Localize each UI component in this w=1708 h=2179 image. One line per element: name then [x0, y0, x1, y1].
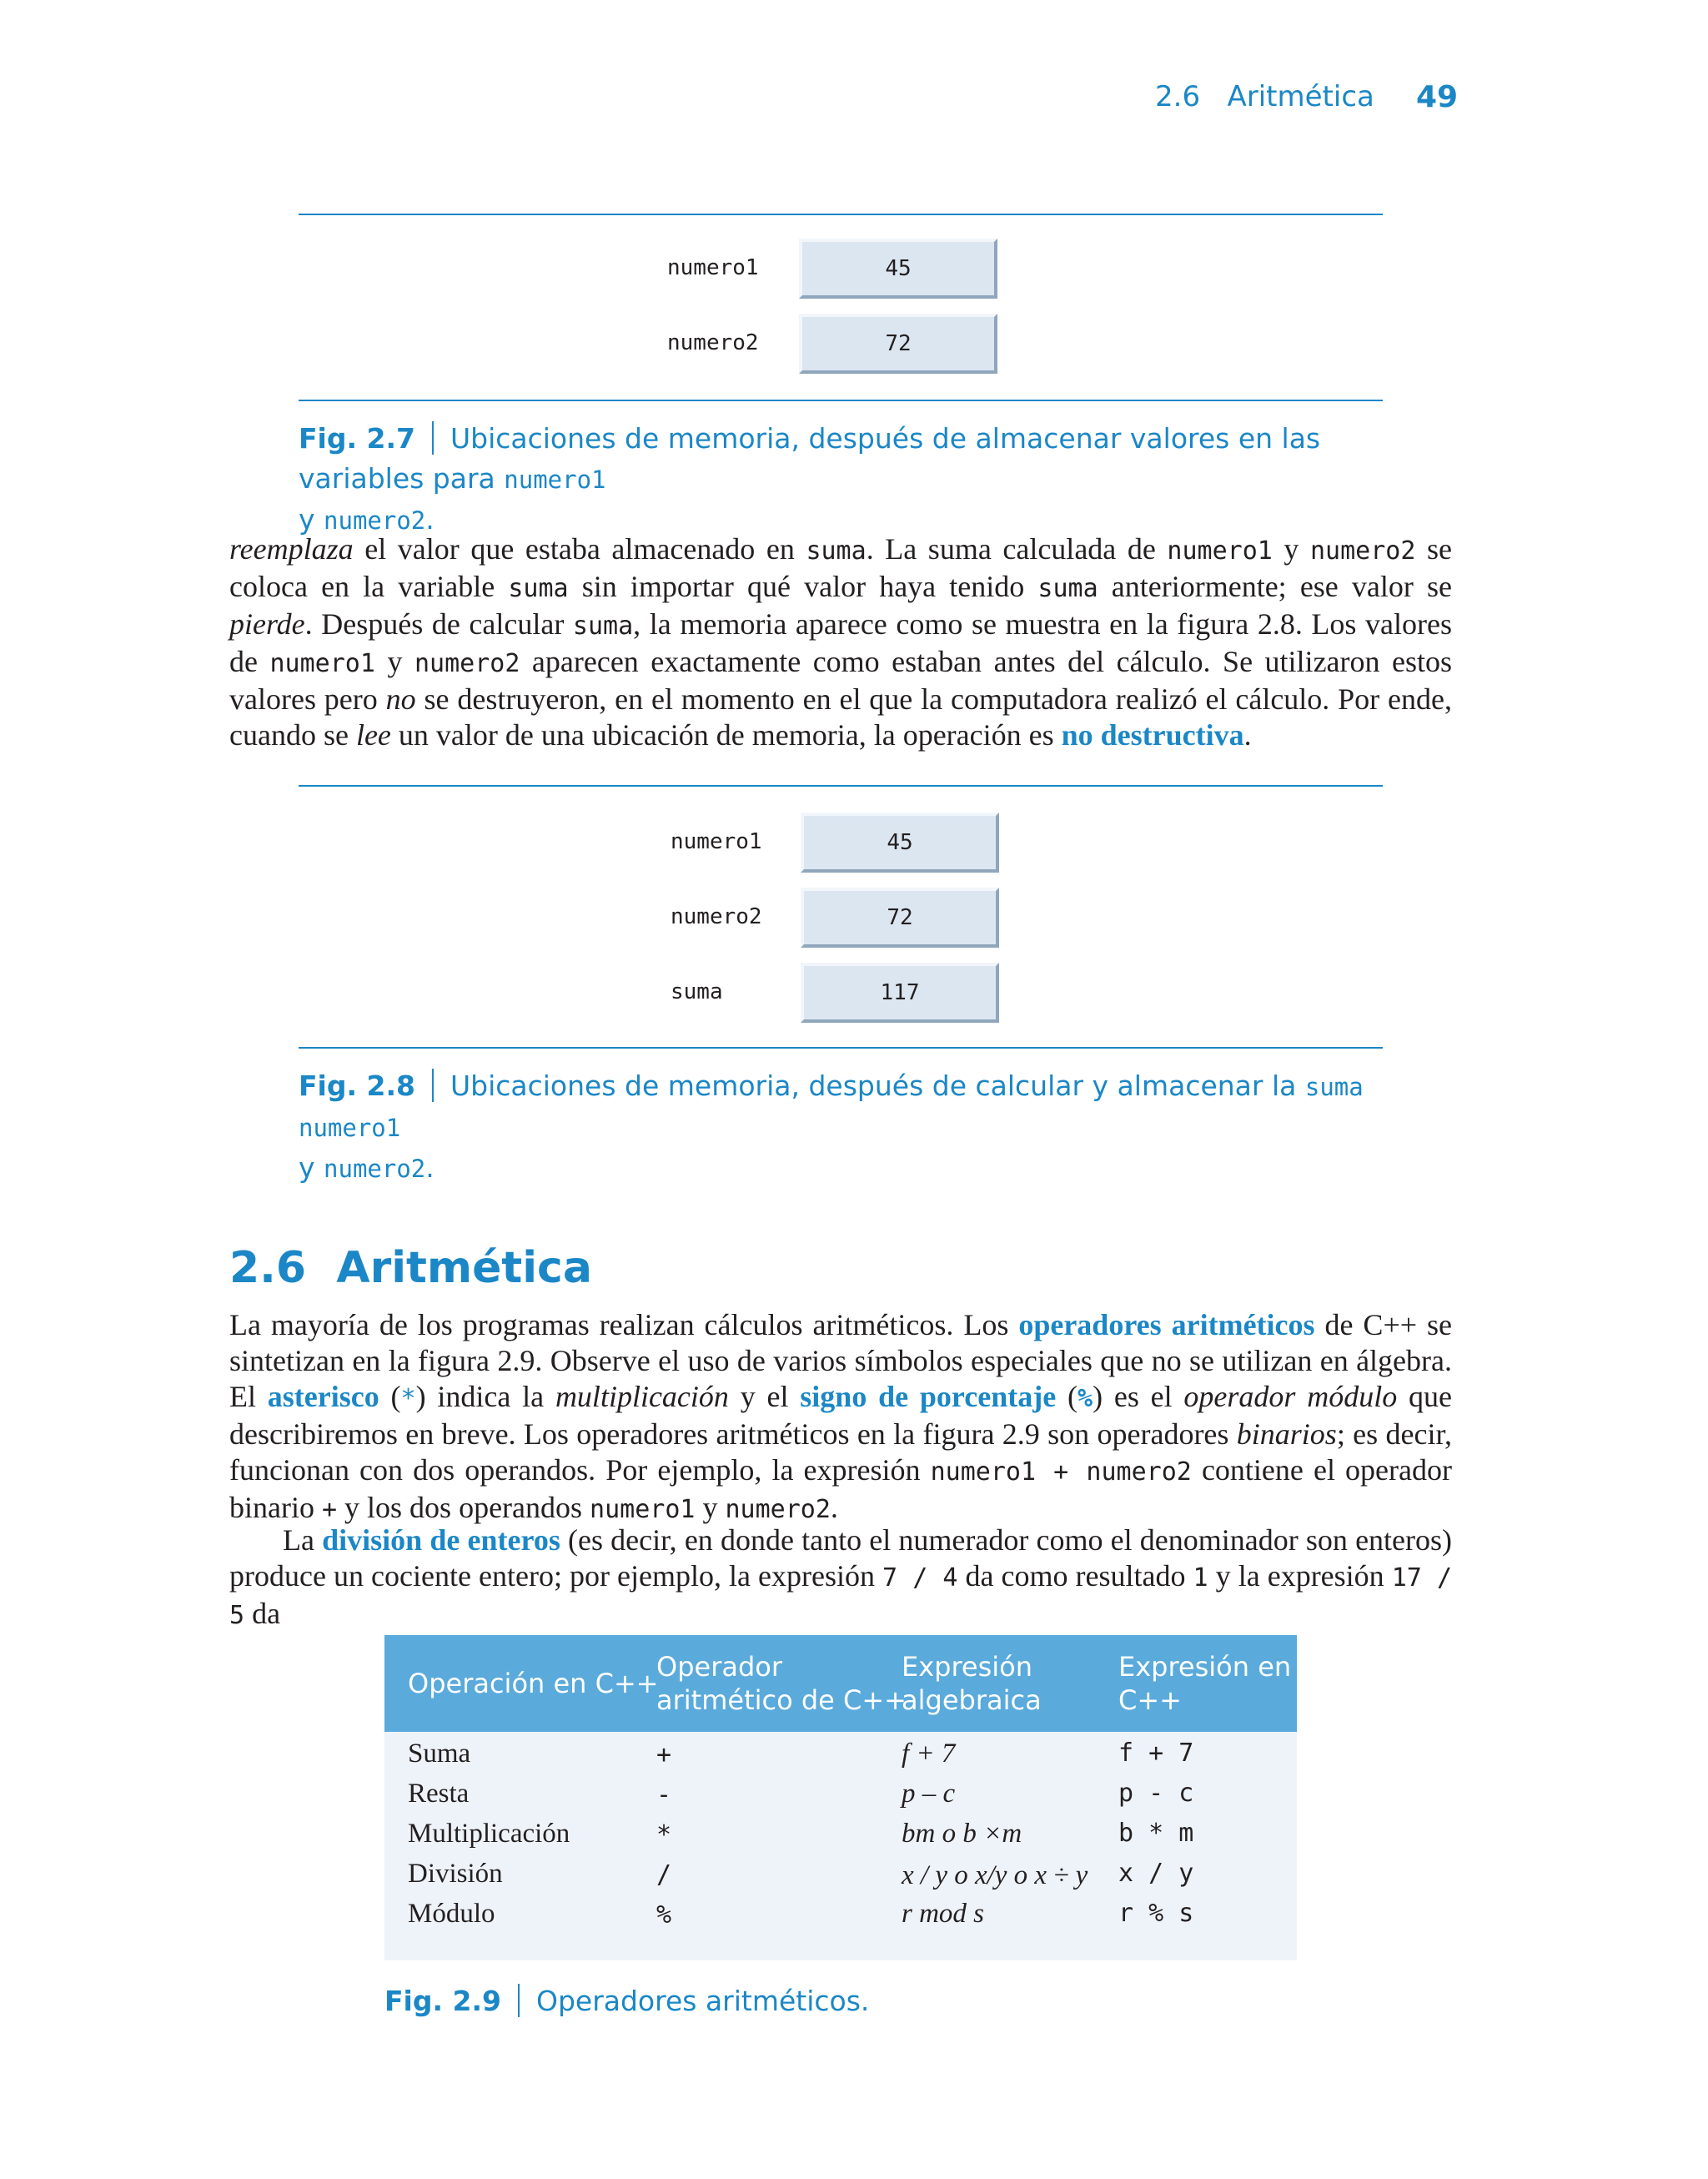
- text-span: multiplicación: [555, 1380, 729, 1413]
- code-span: 7 / 4: [882, 1563, 958, 1593]
- cell-operation: Resta: [408, 1779, 470, 1809]
- header-expresion-cpp: [1118, 1650, 1291, 1717]
- code-span: *: [400, 1384, 416, 1413]
- header-text: aritmético de C++: [656, 1684, 907, 1716]
- cell-operator: -: [656, 1780, 672, 1809]
- memory-box-suma: 117: [801, 963, 999, 1023]
- cell-operation: Módulo: [408, 1899, 495, 1929]
- header-text: Operador: [656, 1651, 782, 1683]
- text-span: y los dos operandos: [337, 1491, 590, 1524]
- header-text: algebraica: [902, 1684, 1042, 1716]
- header-operacion: [408, 1667, 659, 1700]
- text-span: que describiremos en breve. Los operadores aritméticos en la figura 2.9 son operadores: [229, 1380, 1452, 1451]
- text-span: operador módulo: [1183, 1380, 1398, 1413]
- key-term-operadores: operadores aritméticos: [1018, 1308, 1315, 1341]
- figure-2-8-bottom-rule: [299, 1047, 1383, 1049]
- text-span: da: [244, 1597, 281, 1630]
- text-span: (: [379, 1380, 401, 1413]
- text-span: (es decir, en donde tanto el numerador como el denominador son enteros) produce un cociente entero; por ejemplo, la expresión: [229, 1523, 1453, 1593]
- cell-operator: *: [656, 1820, 672, 1849]
- text-span: sin importar qué valor haya tenido: [568, 570, 1038, 603]
- figure-2-9-caption-text: Operadores aritméticos.: [535, 1985, 870, 2017]
- text-span: . Después de calcular: [304, 607, 573, 641]
- figure-2-8-top-rule: [299, 785, 1383, 787]
- code-span: numero2: [1310, 536, 1416, 566]
- memory-box-numero1: 45: [799, 239, 997, 299]
- section-title: 2.6 Aritmética: [229, 1243, 592, 1293]
- figure-2-8-caption-end: .: [425, 1151, 435, 1184]
- figure-2-7-caption-end: .: [425, 503, 435, 536]
- figure-2-7-caption-y: y: [299, 503, 315, 536]
- cell-operation: Suma: [408, 1739, 471, 1769]
- text-span: da como resultado: [957, 1559, 1193, 1593]
- code-span: numero2: [414, 649, 520, 678]
- text-span: .: [830, 1491, 838, 1524]
- text-span: contiene el operador binario: [229, 1453, 1452, 1524]
- figure-2-8-caption-code1: suma numero1: [299, 1073, 1364, 1142]
- figure-2-7-top-rule: [299, 214, 1383, 215]
- figure-2-7-caption-code1: numero1: [504, 465, 606, 494]
- text-span: un valor de una ubicación de memoria, la operación es: [390, 718, 1062, 752]
- code-span: 17 / 5: [229, 1563, 1453, 1630]
- text-span: ) es el: [1093, 1380, 1184, 1413]
- figure-2-8-caption-code2: numero2: [324, 1155, 426, 1183]
- key-term-division-enteros: división de enteros: [322, 1523, 560, 1557]
- text-span: ) indica la: [415, 1380, 555, 1413]
- page-number: 49: [1416, 80, 1459, 114]
- code-span: +: [321, 1495, 338, 1524]
- figure-2-7-caption: [299, 419, 1399, 541]
- figure-2-9-label: Fig. 2.9: [384, 1985, 501, 2017]
- cell-algebra: p – c: [902, 1779, 956, 1809]
- cell-operator: /: [656, 1860, 672, 1890]
- cell-algebra: f + 7: [902, 1739, 956, 1769]
- text-span: binarios: [1236, 1417, 1337, 1451]
- figure-2-7-label: Fig. 2.7: [299, 422, 415, 455]
- text-span: anteriormente; ese valor se: [1098, 570, 1453, 603]
- running-header-section: 2.6 Aritmética: [1155, 80, 1374, 113]
- caption-divider: [432, 1069, 434, 1102]
- figure-2-7-caption-code2: numero2: [324, 506, 426, 535]
- memory-label-numero1: numero1: [671, 829, 762, 854]
- cell-algebra: r mod s: [902, 1899, 985, 1929]
- header-text: Operación en C++: [408, 1668, 659, 1699]
- code-span: suma: [572, 611, 634, 641]
- text-span: reemplaza: [229, 532, 354, 566]
- cell-operation: División: [408, 1859, 503, 1889]
- text-span: , la memoria aparece como se muestra en la figura 2.8. Los valores de: [229, 607, 1452, 678]
- text-span: .: [1243, 718, 1252, 752]
- paragraph-integer-division: [229, 1522, 1452, 1633]
- code-span: numero1: [1167, 536, 1273, 566]
- code-span: numero2: [725, 1495, 831, 1524]
- paragraph-arithmetic: [229, 1307, 1452, 1527]
- code-span: 1: [1193, 1563, 1208, 1593]
- memory-label-numero2: numero2: [671, 904, 762, 929]
- memory-label-numero2: numero2: [667, 330, 759, 355]
- cell-cpp: b * m: [1118, 1819, 1194, 1848]
- text-span: y: [374, 645, 414, 678]
- cell-cpp: r % s: [1118, 1899, 1194, 1928]
- code-span: suma: [1037, 574, 1098, 603]
- text-span: de C++ se sintetizan en la figura 2.9. Observe el uso de varios símbolos especiales que no se utilizan en álgebra. El: [229, 1308, 1453, 1413]
- figure-2-8-caption: [299, 1066, 1399, 1189]
- cell-operator: +: [656, 1740, 672, 1769]
- text-span: aparecen exactamente como estaban antes del cálculo. Se utilizaron estos valores pero: [229, 645, 1453, 716]
- text-span: y el: [728, 1380, 801, 1413]
- code-span: suma: [806, 536, 867, 566]
- cell-cpp: x / y: [1118, 1859, 1194, 1888]
- text-span: La mayoría de los programas realizan cálculos aritméticos. Los: [229, 1308, 1019, 1341]
- figure-2-8-caption-text: Ubicaciones de memoria, después de calcular y almacenar la: [450, 1069, 1297, 1102]
- text-span: y: [695, 1491, 726, 1524]
- memory-box-numero2: 72: [799, 314, 997, 374]
- figure-2-8-caption-y: y: [299, 1151, 315, 1184]
- text-span: ; es decir, funcionan con dos operandos. Por ejemplo, la expresión: [229, 1417, 1453, 1487]
- text-span: La: [283, 1523, 323, 1557]
- header-expresion-algebraica: [902, 1650, 1042, 1717]
- cell-cpp: f + 7: [1118, 1739, 1194, 1768]
- memory-label-suma: suma: [671, 979, 723, 1004]
- memory-label-numero1: numero1: [667, 255, 759, 280]
- cell-operator: %: [656, 1900, 672, 1930]
- key-term-no-destructiva: no destructiva: [1061, 718, 1244, 752]
- text-span: lee: [355, 718, 391, 752]
- table-header: [384, 1635, 1297, 1732]
- text-span: el valor que estaba almacenado en: [353, 532, 806, 566]
- key-term-asterisco: asterisco: [267, 1380, 379, 1413]
- arithmetic-operators-table: [384, 1635, 1297, 1960]
- caption-divider: [432, 421, 434, 455]
- text-span: y: [1272, 532, 1310, 566]
- header-text: Expresión en: [1118, 1651, 1292, 1683]
- memory-box-numero1: 45: [801, 813, 999, 873]
- code-span: suma: [508, 574, 569, 603]
- paragraph-memory: [229, 531, 1452, 753]
- text-span: . La suma calculada de: [866, 532, 1168, 566]
- header-text: C++: [1118, 1684, 1182, 1716]
- figure-2-9-caption: [384, 1981, 869, 2021]
- caption-divider: [518, 1984, 520, 2017]
- text-span: no: [385, 682, 416, 716]
- header-operador: [656, 1650, 907, 1717]
- text-span: se coloca en la variable: [229, 532, 1453, 603]
- text-span: (: [1056, 1380, 1078, 1413]
- key-term-porcentaje: signo de porcentaje: [800, 1380, 1057, 1413]
- cell-algebra: bm o b ×m: [902, 1819, 1022, 1849]
- cell-algebra: x / y o x/y o x ÷ y: [902, 1860, 1088, 1890]
- cell-operation: Multiplicación: [408, 1819, 570, 1849]
- header-text: Expresión: [902, 1651, 1033, 1683]
- code-span: numero1: [269, 649, 375, 678]
- cell-cpp: p - c: [1118, 1779, 1194, 1808]
- figure-2-7-caption-text: Ubicaciones de memoria, después de almacenar valores en las variables para: [299, 422, 1321, 495]
- text-span: y la expresión: [1208, 1559, 1392, 1593]
- code-span: numero1 + numero2: [930, 1457, 1192, 1487]
- code-span: numero1: [590, 1495, 696, 1524]
- figure-2-7-bottom-rule: [299, 400, 1383, 401]
- text-span: pierde: [229, 607, 305, 641]
- text-span: se destruyeron, en el momento en el que la computadora realizó el cálculo. Por ende, cuando se: [229, 682, 1452, 752]
- memory-box-numero2: 72: [801, 888, 999, 948]
- figure-2-8-label: Fig. 2.8: [299, 1069, 415, 1102]
- code-span: %: [1078, 1384, 1093, 1413]
